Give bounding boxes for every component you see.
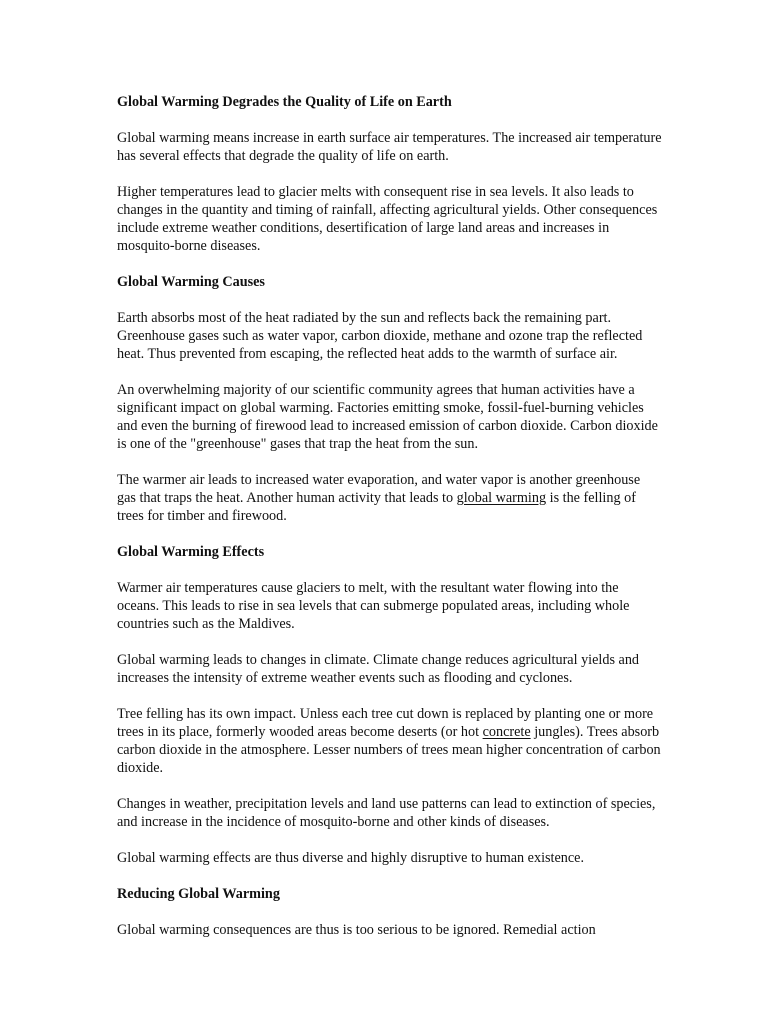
effects-heading: Global Warming Effects: [117, 544, 265, 560]
causes-paragraph-2: An overwhelming majority of our scientific community agrees that human activities have a significant impact on global warming. Factories emitting smoke, fossil-fuel-burning vehicles and even the burning of firewood lead to increased emission of carbon dioxide. Carbon dioxide is one of the "greenhouse" gases that trap the heat from the sun.: [117, 382, 658, 452]
document-title: Global Warming Degrades the Quality of Life on Earth: [117, 94, 452, 110]
effects-paragraph-3: [117, 705, 662, 777]
effects-paragraph-1: Warmer air temperatures cause glaciers to melt, with the resultant water flowing into the oceans. This leads to rise in sea levels that can submerge populated areas, including whole countries such as the Maldives.: [117, 580, 630, 632]
causes-paragraph-1: Earth absorbs most of the heat radiated by the sun and reflects back the remaining part. Greenhouse gases such as water vapor, carbon dioxide, methane and ozone trap the reflected heat. Thus prevented from escaping, the reflected heat adds to the warmth of surface air.: [117, 310, 643, 362]
effects-paragraph-4: Changes in weather, precipitation levels and land use patterns can lead to extinction of species, and increase in the incidence of mosquito-borne and other kinds of diseases.: [117, 796, 656, 830]
causes-heading: Global Warming Causes: [117, 274, 265, 290]
effects-p3-text-after: jungles). Trees absorb carbon dioxide in the atmosphere. Lesser numbers of trees mean higher concentration of carbon dioxide.: [117, 724, 661, 776]
global-warming-link[interactable]: global warming: [456, 490, 547, 506]
causes-p3-text-after: is the felling of trees for timber and firewood.: [117, 490, 636, 524]
causes-paragraph-3: [117, 471, 662, 525]
reducing-heading: Reducing Global Warming: [117, 886, 280, 902]
causes-p3-text-before: The warmer air leads to increased water evaporation, and water vapor is another greenhouse gas that traps the heat. Another human activity that leads to: [117, 472, 641, 506]
document-page: [117, 93, 662, 957]
effects-paragraph-2: Global warming leads to changes in climate. Climate change reduces agricultural yields and increases the intensity of extreme weather events such as flooding and cyclones.: [117, 652, 640, 686]
effects-p3-text-before: Tree felling has its own impact. Unless each tree cut down is replaced by planting one or more trees in its place, formerly wooded areas become deserts (or hot: [117, 706, 654, 740]
intro-paragraph-2: Higher temperatures lead to glacier melts with consequent rise in sea levels. It also leads to changes in the quantity and timing of rainfall, affecting agricultural yields. Other consequences include extreme weather conditions, desertification of large land areas and increases in mosquito-borne diseases.: [117, 184, 658, 254]
reducing-paragraph-1: Global warming consequences are thus is too serious to be ignored. Remedial action: [117, 922, 596, 938]
effects-paragraph-5: Global warming effects are thus diverse and highly disruptive to human existence.: [117, 850, 585, 866]
concrete-link[interactable]: concrete: [482, 724, 531, 740]
intro-paragraph-1: Global warming means increase in earth surface air temperatures. The increased air temperature has several effects that degrade the quality of life on earth.: [117, 130, 662, 164]
